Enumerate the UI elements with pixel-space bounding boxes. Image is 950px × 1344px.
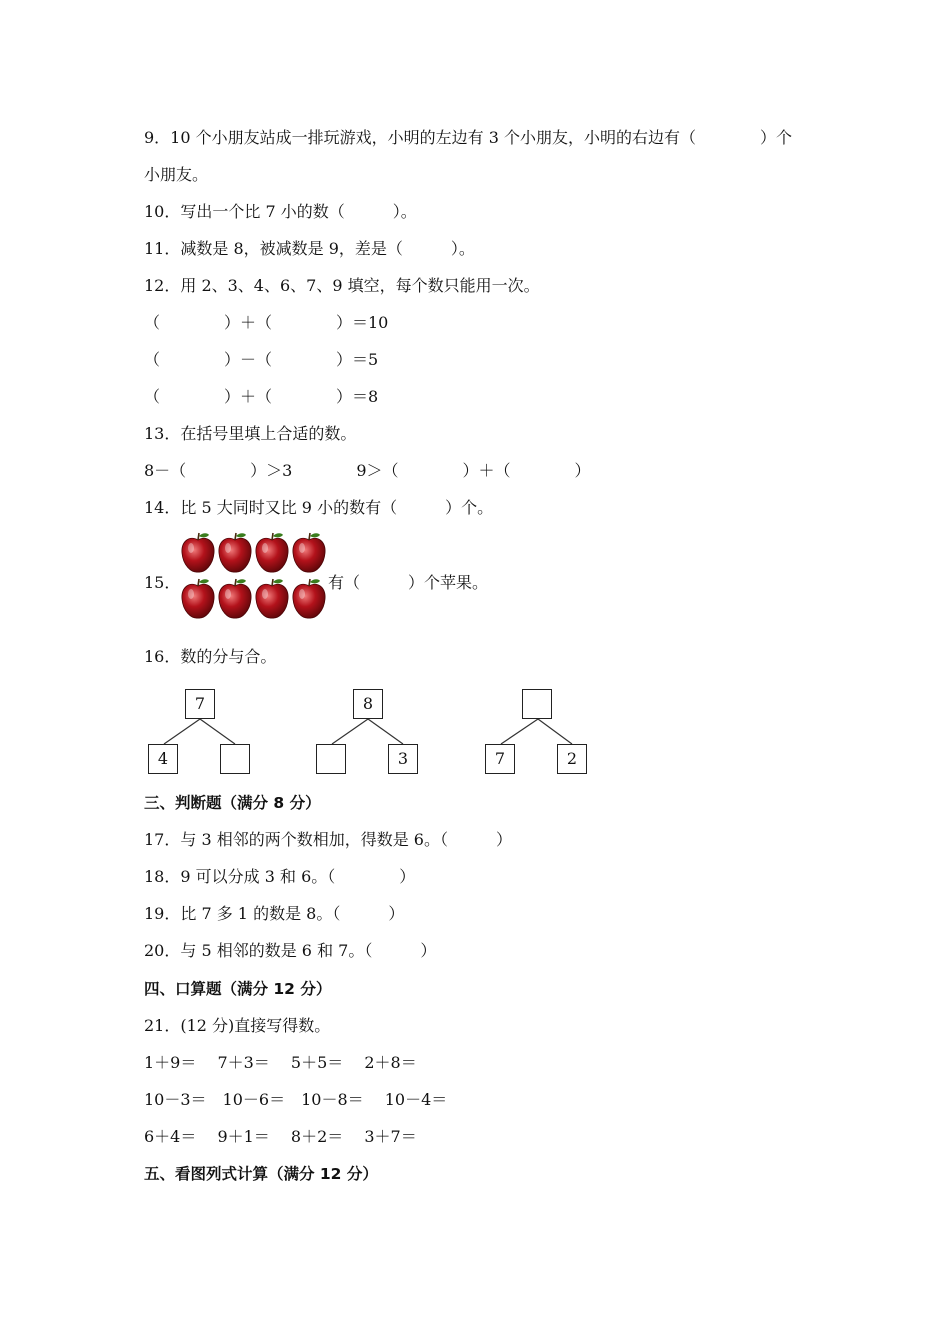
- q15-number: 15．: [144, 573, 181, 592]
- judge-item: 17．与 3 相邻的两个数相加，得数是 6。（ ）: [144, 830, 512, 849]
- bond-right-box: 2: [557, 744, 587, 774]
- q15-text: 有（ ）个苹果。: [328, 573, 489, 592]
- bond-top-box: 8: [353, 689, 383, 719]
- q10: 10．写出一个比 7 小的数（ ）。: [144, 202, 417, 221]
- apple-icon: [256, 579, 288, 618]
- bond-top-box: 7: [185, 689, 215, 719]
- judge-item: 20．与 5 相邻的数是 6 和 7。（ ）: [144, 941, 437, 960]
- apple-icon: [293, 579, 325, 618]
- bond-left-box: [316, 744, 346, 774]
- bond-right-box: 3: [388, 744, 418, 774]
- mental-math-row: 1＋9＝ 7＋3＝ 5＋5＝ 2＋8＝: [144, 1053, 417, 1072]
- judge-item: 18．9 可以分成 3 和 6。（ ）: [144, 867, 416, 886]
- q9-line2: 小朋友。: [144, 165, 209, 184]
- q13-stem: 13．在括号里填上合适的数。: [144, 424, 357, 443]
- section-3-title: 三、判断题（满分 8 分）: [144, 794, 321, 812]
- number-bond-tree-2: [315, 688, 425, 780]
- number-bond-tree-3: [484, 688, 594, 780]
- bond-top-box: [522, 689, 552, 719]
- q12-row: （ ）－（ ）＝5: [144, 350, 379, 369]
- q9-line1: 9．10 个小朋友站成一排玩游戏，小明的左边有 3 个小朋友，小明的右边有（ ）个: [144, 128, 792, 147]
- apple-icon: [219, 533, 251, 572]
- bond-right-box: [220, 744, 250, 774]
- judge-item: 19．比 7 多 1 的数是 8。（ ）: [144, 904, 405, 923]
- q13-row: 8－（ ）＞3 9＞（ ）＋（ ）: [144, 461, 591, 480]
- apple-icon: [219, 579, 251, 618]
- q12-row: （ ）＋（ ）＝8: [144, 387, 379, 406]
- apple-icon: [182, 579, 214, 618]
- mental-math-row: 6＋4＝ 9＋1＝ 8＋2＝ 3＋7＝: [144, 1127, 417, 1146]
- q16-stem: 16．数的分与合。: [144, 647, 277, 666]
- section-4-title: 四、口算题（满分 12 分）: [144, 980, 332, 998]
- q12-row: （ ）＋（ ）＝10: [144, 313, 389, 332]
- apples-image: [180, 530, 330, 622]
- apple-icon: [293, 533, 325, 572]
- apple-icon: [182, 533, 214, 572]
- bond-left-box: 4: [148, 744, 178, 774]
- q11: 11．减数是 8，被减数是 9，差是（ ）。: [144, 239, 475, 258]
- apple-icon: [256, 533, 288, 572]
- q14: 14．比 5 大同时又比 9 小的数有（ ）个。: [144, 498, 494, 517]
- mental-math-row: 10－3＝ 10－6＝ 10－8＝ 10－4＝: [144, 1090, 448, 1109]
- q21-stem: 21．(12 分)直接写得数。: [144, 1016, 331, 1035]
- q12-stem: 12．用 2、3、4、6、7、9 填空，每个数只能用一次。: [144, 276, 540, 295]
- bond-left-box: 7: [485, 744, 515, 774]
- number-bond-tree-1: [147, 688, 257, 780]
- section-5-title: 五、看图列式计算（满分 12 分）: [144, 1165, 378, 1183]
